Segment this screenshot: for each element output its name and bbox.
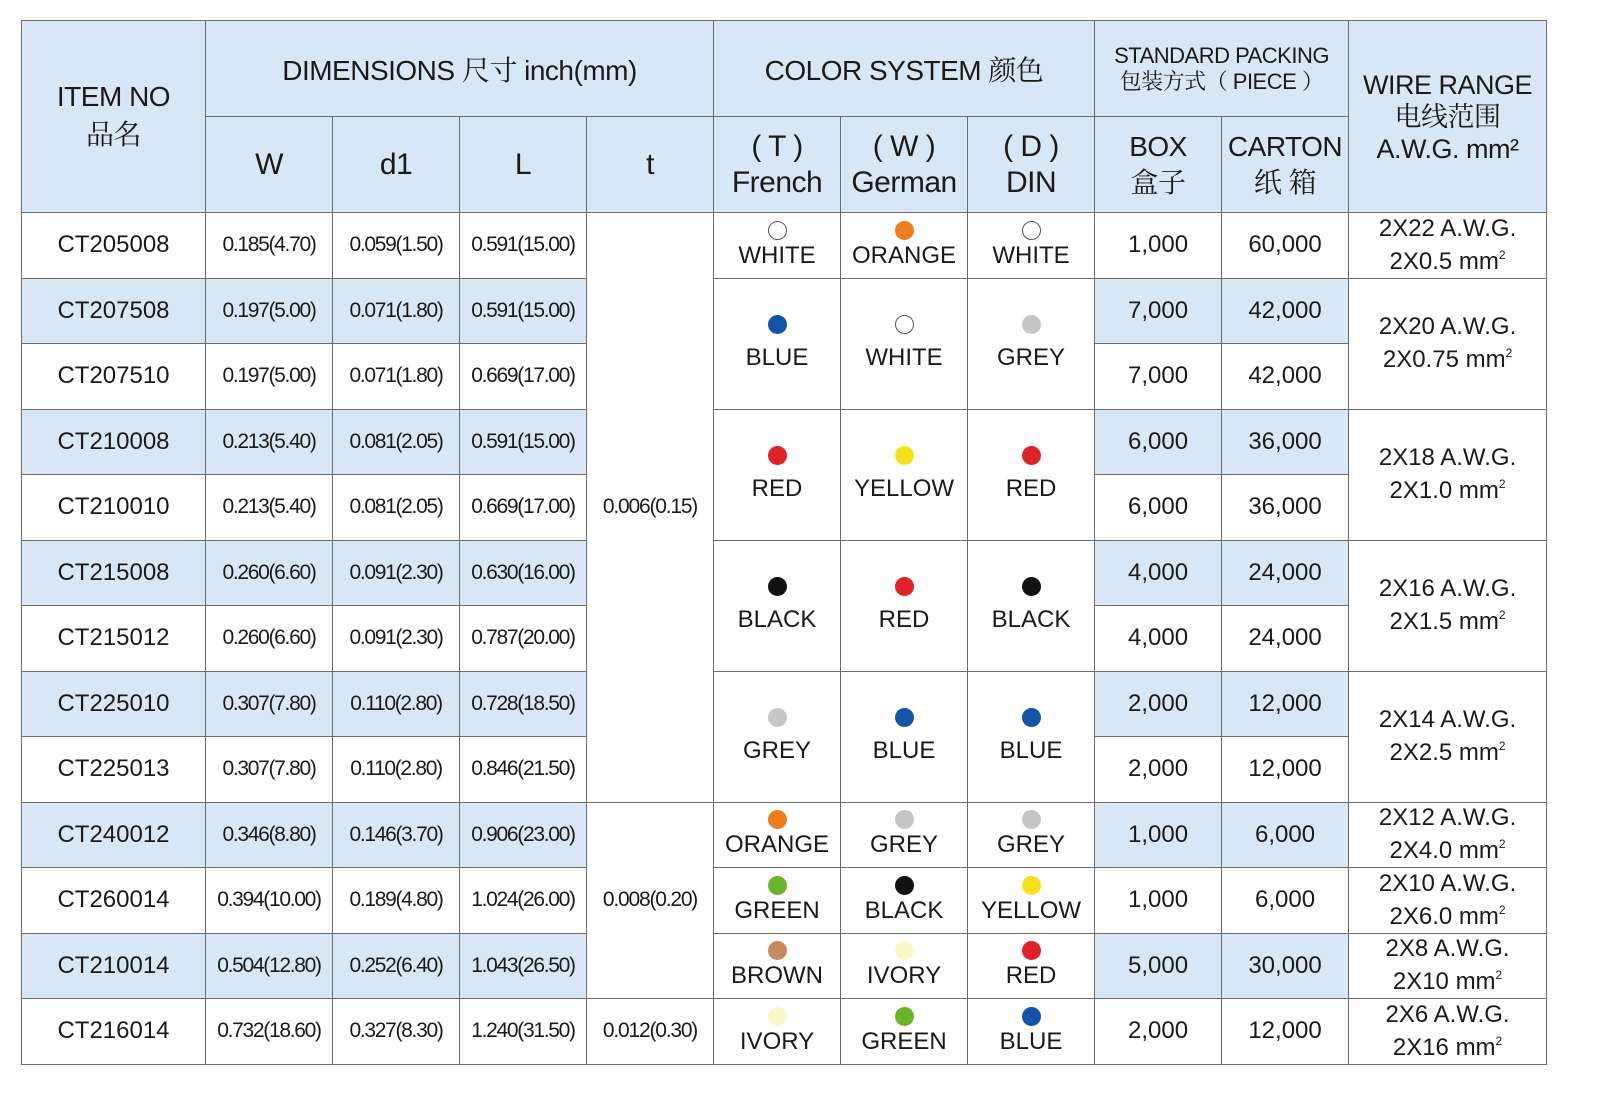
- item-no-cell: CT210014: [22, 933, 206, 999]
- dimensions-header: DIMENSIONS 尺寸 inch(mm): [206, 21, 714, 117]
- din-color-cell: [968, 868, 1095, 934]
- header-row-sub: [22, 117, 1547, 213]
- carton-cell: 60,000: [1222, 213, 1349, 279]
- color-dot-icon: [768, 708, 787, 727]
- box-cell: 2,000: [1095, 737, 1222, 803]
- wire-awg: 2X16 A.W.G.: [1378, 575, 1517, 602]
- l-cell: 1.043(26.50): [460, 933, 587, 999]
- color-label: WHITE: [865, 344, 943, 371]
- wire-mm: [1349, 1028, 1546, 1061]
- l-cell: 0.669(17.00): [460, 344, 587, 410]
- color-label: RED: [878, 606, 930, 633]
- color-dot-icon: [895, 315, 914, 334]
- d1-cell: 0.110(2.80): [333, 737, 460, 803]
- din-color-cell: [968, 933, 1095, 999]
- german-label: German: [851, 165, 957, 199]
- l-cell: 0.669(17.00): [460, 475, 587, 541]
- w-cell: 0.213(5.40): [206, 409, 333, 475]
- l-cell: 0.846(21.50): [460, 737, 587, 803]
- carton-label: CARTON: [1227, 130, 1343, 162]
- w-cell: 0.307(7.80): [206, 671, 333, 737]
- german-color-cell: [841, 213, 968, 279]
- table-row: [22, 540, 1547, 606]
- wire-mm-value: 2X1.5 mm: [1389, 608, 1499, 635]
- box-header: [1095, 117, 1222, 213]
- wire-mm-value: 2X4.0 mm: [1389, 837, 1499, 865]
- item-no-cell: CT240012: [22, 802, 206, 868]
- color-label: ORANGE: [725, 831, 830, 859]
- german-color-cell: [841, 999, 968, 1065]
- french-color-cell: [714, 933, 841, 999]
- din-color-cell: [968, 540, 1095, 671]
- w-cell: 0.197(5.00): [206, 278, 333, 344]
- d1-cell: 0.081(2.05): [333, 475, 460, 541]
- french-color-cell: [714, 213, 841, 279]
- color-label: WHITE: [738, 241, 816, 269]
- color-system-header: COLOR SYSTEM 颜色: [714, 21, 1095, 117]
- l-cell: 0.787(20.00): [460, 606, 587, 672]
- d1-cell: 0.327(8.30): [333, 999, 460, 1065]
- wire-range-cell: [1349, 999, 1547, 1065]
- color-dot-icon: [895, 876, 914, 895]
- wire-awg: 2X22 A.W.G.: [1378, 214, 1517, 242]
- din-color-cell: [968, 802, 1095, 868]
- german-color-cell: [841, 868, 968, 934]
- german-color-cell: [841, 409, 968, 540]
- color-dot-icon: [1022, 577, 1041, 596]
- color-label: GREY: [743, 737, 812, 764]
- l-cell: 0.728(18.50): [460, 671, 587, 737]
- t-cell: 0.012(0.30): [587, 999, 714, 1065]
- wire-mm-superscript: 2: [1498, 477, 1506, 491]
- standard-packing-label: STANDARD PACKING: [1114, 42, 1329, 68]
- item-no-cell: CT216014: [22, 999, 206, 1065]
- color-dot-icon: [768, 577, 787, 596]
- carton-cell: 30,000: [1222, 933, 1349, 999]
- color-label: GREEN: [734, 896, 820, 924]
- german-color-cell: [841, 671, 968, 802]
- carton-cell: 6,000: [1222, 802, 1349, 868]
- carton-cell: 12,000: [1222, 671, 1349, 737]
- color-label: BLUE: [999, 737, 1063, 764]
- color-label: BLUE: [872, 737, 936, 764]
- color-dot-icon: [1022, 876, 1041, 895]
- color-label: RED: [1005, 475, 1057, 502]
- german-color-cell: [841, 278, 968, 409]
- item-no-cell: CT215008: [22, 540, 206, 606]
- wire-mm-value: 2X6.0 mm: [1389, 902, 1499, 930]
- color-dot-icon: [895, 941, 914, 960]
- wire-range-cell: [1349, 278, 1547, 409]
- t-cell: 0.006(0.15): [587, 213, 714, 803]
- color-dot-icon: [1022, 708, 1041, 727]
- color-label: GREY: [997, 344, 1066, 371]
- wire-mm-superscript: 2: [1498, 739, 1506, 753]
- box-cell: 1,000: [1095, 868, 1222, 934]
- german-code: ( W ): [872, 129, 936, 163]
- wire-range-cell: [1349, 213, 1547, 279]
- carton-cell: 6,000: [1222, 868, 1349, 934]
- color-dot-icon: [768, 221, 787, 240]
- l-header: L: [460, 117, 587, 213]
- table-row: [22, 933, 1547, 999]
- din-color-cell: [968, 278, 1095, 409]
- w-cell: 0.260(6.60): [206, 540, 333, 606]
- w-cell: 0.307(7.80): [206, 737, 333, 803]
- color-label: ORANGE: [852, 241, 957, 269]
- color-label: IVORY: [739, 1027, 815, 1055]
- wire-mm-value: 2X16 mm: [1392, 1033, 1496, 1061]
- wire-range-cell: [1349, 409, 1547, 540]
- wire-mm-value: 2X10 mm: [1392, 968, 1496, 996]
- din-color-cell: [968, 671, 1095, 802]
- color-label: BLACK: [864, 896, 944, 924]
- wire-range-cell: [1349, 868, 1547, 934]
- d1-cell: 0.071(1.80): [333, 278, 460, 344]
- standard-packing-label-cn: 包装方式（ PIECE ）: [1119, 68, 1324, 94]
- item-no-cell: CT207508: [22, 278, 206, 344]
- d1-cell: 0.071(1.80): [333, 344, 460, 410]
- item-no-cell: CT225010: [22, 671, 206, 737]
- color-dot-icon: [1022, 315, 1041, 334]
- wire-range-cell: [1349, 933, 1547, 999]
- french-color-cell: [714, 671, 841, 802]
- french-label: French: [731, 165, 823, 199]
- french-color-cell: [714, 278, 841, 409]
- item-no-cell: CT210010: [22, 475, 206, 541]
- color-label: BLUE: [999, 1027, 1063, 1055]
- item-no-label: ITEM NO: [56, 80, 171, 112]
- french-color-cell: [714, 409, 841, 540]
- wire-awg: 2X14 A.W.G.: [1378, 706, 1517, 733]
- wire-range-label: WIRE RANGE: [1363, 69, 1533, 100]
- color-label: BLUE: [745, 344, 809, 371]
- din-color-cell: [968, 213, 1095, 279]
- german-header: [841, 117, 968, 213]
- color-label: RED: [751, 475, 803, 502]
- color-label: WHITE: [992, 241, 1070, 269]
- box-cell: 6,000: [1095, 475, 1222, 541]
- wire-mm: [1349, 897, 1546, 930]
- box-label-cn: 盒子: [1130, 166, 1186, 198]
- color-dot-icon: [1022, 221, 1041, 240]
- w-cell: 0.260(6.60): [206, 606, 333, 672]
- box-cell: 4,000: [1095, 606, 1222, 672]
- l-cell: 1.024(26.00): [460, 868, 587, 934]
- carton-cell: 42,000: [1222, 344, 1349, 410]
- wire-range-cell: [1349, 802, 1547, 868]
- wire-awg: 2X18 A.W.G.: [1378, 444, 1517, 471]
- header-row-top: [22, 21, 1547, 117]
- color-label: GREY: [870, 831, 939, 859]
- d1-cell: 0.110(2.80): [333, 671, 460, 737]
- color-dot-icon: [1022, 941, 1041, 960]
- item-no-cell: CT225013: [22, 737, 206, 803]
- color-dot-icon: [895, 708, 914, 727]
- din-color-cell: [968, 999, 1095, 1065]
- wire-mm-value: 2X2.5 mm: [1389, 739, 1499, 766]
- color-dot-icon: [895, 221, 914, 240]
- w-header: W: [206, 117, 333, 213]
- color-label: GREY: [997, 831, 1066, 859]
- french-color-cell: [714, 999, 841, 1065]
- box-cell: 7,000: [1095, 344, 1222, 410]
- d1-cell: 0.081(2.05): [333, 409, 460, 475]
- color-dot-icon: [895, 577, 914, 596]
- carton-cell: 24,000: [1222, 540, 1349, 606]
- color-dot-icon: [895, 810, 914, 829]
- item-no-cell: CT260014: [22, 868, 206, 934]
- box-cell: 7,000: [1095, 278, 1222, 344]
- french-header: [714, 117, 841, 213]
- color-dot-icon: [768, 315, 787, 334]
- german-color-cell: [841, 933, 968, 999]
- wire-awg: 2X10 A.W.G.: [1378, 869, 1517, 897]
- d1-cell: 0.252(6.40): [333, 933, 460, 999]
- spec-table: [21, 20, 1547, 1065]
- wire-range-cell: [1349, 671, 1547, 802]
- carton-cell: 36,000: [1222, 475, 1349, 541]
- wire-range-cell: [1349, 540, 1547, 671]
- german-color-cell: [841, 802, 968, 868]
- wire-mm: [1349, 962, 1546, 995]
- color-dot-icon: [1022, 810, 1041, 829]
- color-dot-icon: [1022, 1007, 1041, 1026]
- w-cell: 0.504(12.80): [206, 933, 333, 999]
- table-row: [22, 999, 1547, 1065]
- d1-cell: 0.091(2.30): [333, 540, 460, 606]
- box-cell: 2,000: [1095, 999, 1222, 1065]
- color-label: YELLOW: [981, 896, 1082, 924]
- wire-mm: [1349, 602, 1546, 635]
- w-cell: 0.394(10.00): [206, 868, 333, 934]
- color-dot-icon: [768, 1007, 787, 1026]
- color-label: BLACK: [991, 606, 1071, 633]
- wire-mm-value: 2X0.75 mm: [1382, 346, 1506, 373]
- color-label: GREEN: [861, 1027, 947, 1055]
- din-header: [968, 117, 1095, 213]
- carton-header: [1222, 117, 1349, 213]
- color-dot-icon: [768, 941, 787, 960]
- french-color-cell: [714, 802, 841, 868]
- wire-mm-superscript: 2: [1498, 247, 1506, 262]
- w-cell: 0.185(4.70): [206, 213, 333, 279]
- wire-mm-value: 2X0.5 mm: [1389, 247, 1499, 275]
- box-cell: 1,000: [1095, 213, 1222, 279]
- wire-range-label-cn: 电线范围: [1394, 101, 1501, 132]
- w-cell: 0.197(5.00): [206, 344, 333, 410]
- wire-mm: [1349, 340, 1546, 373]
- carton-cell: 12,000: [1222, 737, 1349, 803]
- color-label: BLACK: [737, 606, 817, 633]
- table-row: [22, 802, 1547, 868]
- wire-mm-value: 2X1.0 mm: [1389, 477, 1499, 504]
- table-row: [22, 868, 1547, 934]
- l-cell: 1.240(31.50): [460, 999, 587, 1065]
- table-row: [22, 671, 1547, 737]
- color-dot-icon: [768, 446, 787, 465]
- item-no-cell: CT210008: [22, 409, 206, 475]
- l-cell: 0.906(23.00): [460, 802, 587, 868]
- standard-packing-header: [1095, 21, 1349, 117]
- item-no-cell: CT207510: [22, 344, 206, 410]
- din-label: DIN: [1005, 165, 1057, 199]
- color-dot-icon: [768, 876, 787, 895]
- carton-cell: 42,000: [1222, 278, 1349, 344]
- carton-cell: 24,000: [1222, 606, 1349, 672]
- item-no-label-cn: 品名: [85, 118, 141, 150]
- table-row: [22, 278, 1547, 344]
- d1-cell: 0.146(3.70): [333, 802, 460, 868]
- box-cell: 4,000: [1095, 540, 1222, 606]
- d1-cell: 0.059(1.50): [333, 213, 460, 279]
- french-color-cell: [714, 868, 841, 934]
- d1-cell: 0.091(2.30): [333, 606, 460, 672]
- wire-mm-superscript: 2: [1498, 608, 1506, 622]
- box-cell: 6,000: [1095, 409, 1222, 475]
- box-cell: 2,000: [1095, 671, 1222, 737]
- wire-mm-superscript: 2: [1495, 968, 1503, 983]
- wire-range-header: [1349, 21, 1547, 213]
- color-dot-icon: [768, 810, 787, 829]
- l-cell: 0.591(15.00): [460, 213, 587, 279]
- table-row: [22, 409, 1547, 475]
- t-cell: 0.008(0.20): [587, 802, 714, 999]
- din-color-cell: [968, 409, 1095, 540]
- wire-mm-superscript: 2: [1498, 902, 1506, 917]
- color-label: RED: [1005, 962, 1057, 990]
- wire-awg: 2X6 A.W.G.: [1385, 1000, 1510, 1028]
- wire-range-unit: A.W.G. mm²: [1376, 133, 1519, 164]
- item-no-cell: CT215012: [22, 606, 206, 672]
- din-code: ( D ): [1003, 129, 1059, 163]
- french-code: ( T ): [751, 129, 803, 163]
- french-color-cell: [714, 540, 841, 671]
- l-cell: 0.591(15.00): [460, 278, 587, 344]
- color-dot-icon: [895, 446, 914, 465]
- wire-mm-superscript: 2: [1498, 837, 1506, 852]
- t-header: t: [587, 117, 714, 213]
- d1-cell: 0.189(4.80): [333, 868, 460, 934]
- carton-cell: 12,000: [1222, 999, 1349, 1065]
- wire-awg: 2X8 A.W.G.: [1385, 935, 1510, 963]
- item-no-header: [22, 21, 206, 213]
- carton-label-cn: 纸 箱: [1253, 166, 1317, 198]
- box-cell: 5,000: [1095, 933, 1222, 999]
- w-cell: 0.213(5.40): [206, 475, 333, 541]
- german-color-cell: [841, 540, 968, 671]
- box-label: BOX: [1129, 130, 1187, 162]
- table-row: [22, 213, 1547, 279]
- wire-awg: 2X12 A.W.G.: [1378, 804, 1517, 832]
- wire-mm-superscript: 2: [1505, 346, 1513, 360]
- l-cell: 0.591(15.00): [460, 409, 587, 475]
- carton-cell: 36,000: [1222, 409, 1349, 475]
- wire-mm: [1349, 831, 1546, 864]
- box-cell: 1,000: [1095, 802, 1222, 868]
- l-cell: 0.630(16.00): [460, 540, 587, 606]
- wire-awg: 2X20 A.W.G.: [1378, 313, 1517, 340]
- color-label: IVORY: [866, 962, 942, 990]
- w-cell: 0.346(8.80): [206, 802, 333, 868]
- color-label: YELLOW: [854, 475, 955, 502]
- w-cell: 0.732(18.60): [206, 999, 333, 1065]
- color-dot-icon: [895, 1007, 914, 1026]
- item-no-cell: CT205008: [22, 213, 206, 279]
- table-body: [22, 213, 1547, 1065]
- d1-header: d1: [333, 117, 460, 213]
- color-dot-icon: [1022, 446, 1041, 465]
- wire-mm-superscript: 2: [1495, 1033, 1503, 1048]
- wire-mm: [1349, 242, 1546, 275]
- wire-mm: [1349, 733, 1546, 766]
- wire-mm: [1349, 471, 1546, 504]
- color-label: BROWN: [731, 962, 824, 990]
